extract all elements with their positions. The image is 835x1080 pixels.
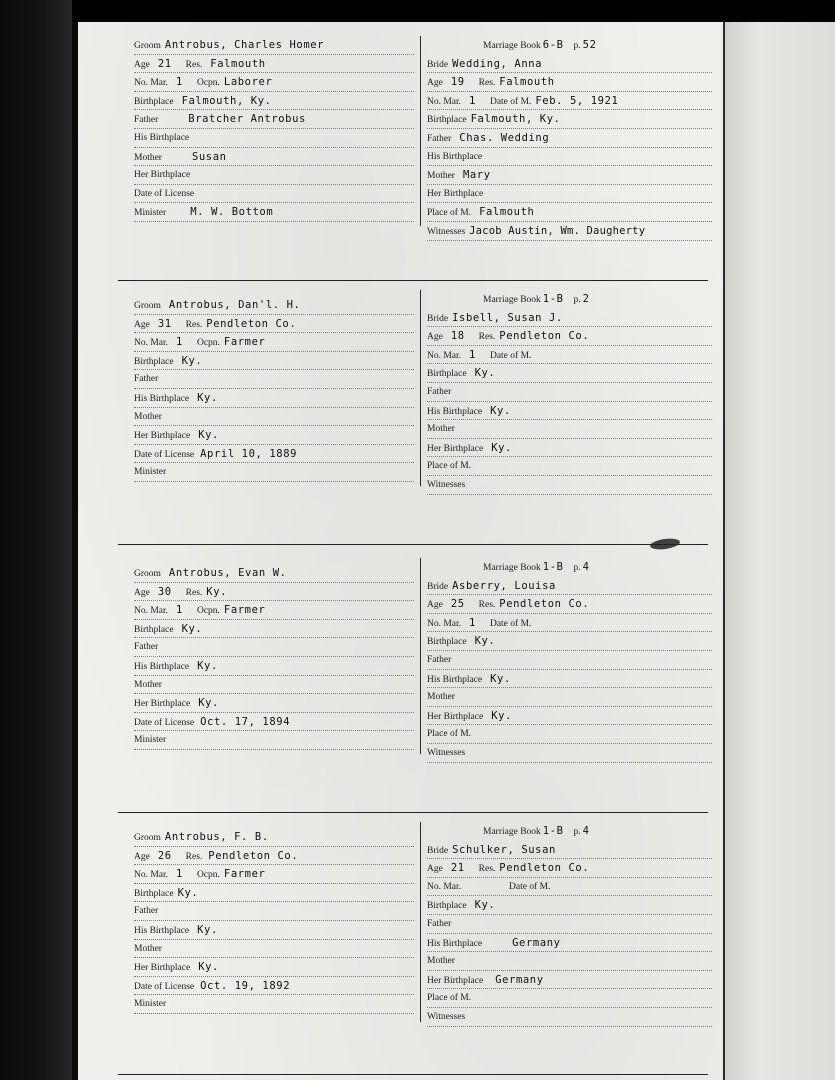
no-mar-label: No. Mar. [427, 96, 462, 107]
marriage-book-label: Marriage Book [483, 827, 541, 837]
father-row [427, 383, 712, 402]
no-mar-row [134, 601, 414, 620]
no-mar-row [134, 865, 414, 884]
bride-witnesses: Jacob Austin, Wm. Daugherty [469, 224, 646, 237]
bride-father: Chas. Wedding [459, 131, 550, 144]
mother-label: Mother [134, 679, 162, 690]
bride-section [427, 290, 712, 495]
birthplace-row [427, 110, 712, 129]
res-label: Res. [185, 59, 203, 70]
groom-res: Pendleton Co. [208, 849, 299, 862]
marriage-book-number: 6-B [542, 39, 564, 51]
date-of-license-label: Date of License [134, 188, 195, 199]
res-label: Res. [185, 587, 203, 598]
bride-row [427, 577, 712, 596]
his-birthplace-row [134, 921, 414, 940]
marriage-book-row [427, 822, 712, 841]
mother-row [134, 148, 414, 167]
minister-row [134, 203, 414, 222]
bride-age: 21 [450, 862, 465, 875]
his-birthplace-row [134, 389, 414, 408]
groom-section [134, 828, 414, 1014]
birthplace-label: Birthplace [134, 888, 174, 899]
place-of-m-row [427, 203, 712, 222]
his-birthplace-row [427, 934, 712, 953]
groom-ocpn: Farmer [223, 336, 266, 349]
no-mar-row [134, 333, 414, 352]
date-of-m-label: Date of M. [489, 350, 532, 361]
mother-row [134, 408, 414, 427]
scan-top-border [0, 0, 835, 22]
her-birthplace-label: Her Birthplace [134, 963, 191, 974]
groom-label: Groom [134, 41, 161, 51]
her-birthplace-row [134, 426, 414, 445]
his-birthplace-label: His Birthplace [427, 674, 483, 685]
bride-age: 25 [450, 598, 465, 611]
marriage-book-row [427, 558, 712, 577]
minister-row [134, 995, 414, 1014]
marriage-book-number: 1-B [542, 293, 564, 305]
mother-label: Mother [134, 152, 162, 163]
her-birthplace-label: Her Birthplace [134, 431, 191, 442]
res-label: Res. [185, 319, 203, 330]
date-of-license-row [134, 445, 414, 464]
place-of-m-label: Place of M. [427, 461, 472, 472]
her-birthplace-label: Her Birthplace [134, 699, 191, 710]
birthplace-row [134, 620, 414, 639]
father-row [134, 110, 414, 129]
bride-birthplace: Ky. [474, 367, 496, 380]
age-label: Age [134, 851, 150, 862]
bride-birthplace: Falmouth, Ky. [470, 113, 561, 126]
bride-name: Asberry, Louisa [452, 579, 556, 592]
bride-her-birthplace: Ky. [491, 709, 512, 722]
groom-section [134, 36, 414, 222]
bride-res: Pendleton Co. [499, 330, 590, 343]
mother-label: Mother [427, 171, 455, 182]
column-divider [420, 36, 421, 226]
groom-row [134, 296, 414, 315]
birthplace-label: Birthplace [134, 624, 174, 635]
adjacent-page-edge [723, 22, 835, 1080]
bride-her-birthplace: Germany [495, 973, 544, 986]
groom-row [134, 36, 414, 55]
her-birthplace-row [427, 971, 712, 990]
father-row [427, 129, 712, 148]
birthplace-label: Birthplace [427, 901, 467, 912]
age-row [427, 73, 712, 92]
no-mar-label: No. Mar. [134, 870, 169, 881]
bride-row [427, 309, 712, 328]
witnesses-row [427, 476, 712, 495]
no-mar-label: No. Mar. [427, 618, 462, 629]
groom-ocpn: Farmer [223, 604, 266, 617]
witnesses-label: Witnesses [427, 226, 466, 237]
mother-label: Mother [427, 956, 455, 967]
groom-label: Groom [134, 301, 161, 311]
mother-label: Mother [427, 424, 455, 435]
mother-row [427, 952, 712, 971]
father-label: Father [427, 918, 452, 929]
his-birthplace-label: His Birthplace [427, 151, 483, 162]
father-label: Father [134, 115, 159, 126]
no-mar-row [427, 878, 712, 897]
place-of-m-label: Place of M. [427, 993, 472, 1004]
bride-age: 18 [450, 330, 465, 343]
father-row [134, 638, 414, 657]
mother-row [427, 420, 712, 439]
father-label: Father [427, 654, 452, 665]
groom-name: Antrobus, Evan W. [168, 567, 287, 579]
date-of-license-label: Date of License [134, 981, 195, 992]
birthplace-row [134, 92, 414, 111]
his-birthplace-row [134, 657, 414, 676]
witnesses-row [427, 222, 712, 241]
ocpn-label: Ocpn. [196, 606, 220, 617]
bride-her-birthplace: Ky. [491, 441, 512, 454]
birthplace-row [134, 884, 414, 903]
page-label: p. [573, 295, 581, 305]
groom-no-mar: 1 [176, 336, 183, 349]
bride-res: Pendleton Co. [499, 598, 590, 611]
his-birthplace-label: His Birthplace [427, 406, 483, 417]
groom-father: Bratcher Antrobus [188, 113, 306, 126]
birthplace-row [427, 364, 712, 383]
date-of-license-row [134, 977, 414, 996]
bride-his-birthplace: Germany [512, 936, 561, 949]
ink-smudge [649, 537, 680, 551]
marriage-book-row [427, 290, 712, 309]
age-row [427, 327, 712, 346]
minister-label: Minister [134, 999, 167, 1010]
bride-section [427, 36, 712, 241]
father-label: Father [134, 642, 159, 653]
no-mar-row [427, 92, 712, 111]
bride-row [427, 55, 712, 74]
no-mar-label: No. Mar. [134, 606, 169, 617]
mother-row [134, 940, 414, 959]
her-birthplace-label: Her Birthplace [134, 170, 191, 181]
mother-row [427, 166, 712, 185]
birthplace-row [134, 352, 414, 371]
groom-ocpn: Laborer [223, 76, 273, 89]
minister-row [134, 463, 414, 482]
bride-mother: Mary [462, 169, 491, 182]
age-label: Age [134, 59, 150, 70]
age-label: Age [427, 600, 443, 611]
res-label: Res. [478, 864, 496, 875]
place-of-m-row [427, 989, 712, 1008]
father-row [134, 902, 414, 921]
bride-section [427, 558, 712, 763]
groom-age: 31 [157, 317, 172, 330]
groom-his-birthplace: Ky. [197, 923, 218, 936]
marriage-book-page: 52 [582, 39, 597, 51]
witnesses-row [427, 744, 712, 763]
record-separator [118, 544, 708, 545]
his-birthplace-row [134, 129, 414, 148]
no-mar-row [427, 346, 712, 365]
column-divider [420, 558, 421, 754]
column-divider [420, 822, 421, 1022]
bride-name: Wedding, Anna [452, 57, 543, 70]
age-label: Age [427, 864, 443, 875]
date-of-license-label: Date of License [134, 449, 195, 460]
groom-age: 21 [157, 57, 172, 70]
groom-her-birthplace: Ky. [198, 961, 219, 974]
marriage-book-page: 2 [582, 293, 590, 305]
his-birthplace-label: His Birthplace [134, 132, 190, 143]
marriage-book-label: Marriage Book [483, 563, 541, 573]
age-label: Age [427, 78, 443, 89]
groom-label: Groom [134, 569, 161, 579]
birthplace-label: Birthplace [427, 637, 467, 648]
page-label: p. [573, 827, 581, 837]
res-label: Res. [478, 78, 496, 89]
no-mar-label: No. Mar. [134, 78, 169, 89]
bride-label: Bride [427, 313, 449, 324]
age-row [427, 859, 712, 878]
marriage-book-label: Marriage Book [483, 41, 541, 51]
no-mar-row [427, 614, 712, 633]
birthplace-row [427, 632, 712, 651]
bride-birthplace: Ky. [474, 899, 496, 912]
date-of-license-row [134, 185, 414, 204]
groom-name: Antrobus, F. B. [164, 831, 269, 843]
place-of-m-label: Place of M. [427, 208, 472, 219]
minister-label: Minister [134, 467, 167, 478]
father-label: Father [427, 386, 452, 397]
date-of-m-label: Date of M. [489, 618, 532, 629]
birthplace-label: Birthplace [134, 356, 174, 367]
res-label: Res. [185, 851, 203, 862]
groom-her-birthplace: Ky. [198, 697, 219, 710]
groom-his-birthplace: Ky. [197, 391, 218, 404]
birthplace-label: Birthplace [427, 369, 467, 380]
record-separator [118, 1074, 708, 1075]
mother-label: Mother [134, 943, 162, 954]
groom-res: Ky. [206, 585, 228, 598]
witnesses-label: Witnesses [427, 479, 466, 490]
bride-no-mar: 1 [469, 348, 476, 361]
groom-label: Groom [134, 833, 161, 843]
bride-name: Schulker, Susan [452, 843, 556, 856]
her-birthplace-row [427, 439, 712, 458]
no-mar-label: No. Mar. [427, 881, 462, 892]
groom-row [134, 828, 414, 847]
mother-row [134, 676, 414, 695]
birthplace-row [427, 896, 712, 915]
witnesses-label: Witnesses [427, 747, 466, 758]
record-separator [118, 812, 708, 813]
groom-ocpn: Farmer [223, 868, 266, 881]
bride-his-birthplace: Ky. [490, 404, 511, 417]
groom-res: Falmouth [210, 57, 266, 70]
groom-no-mar: 1 [176, 76, 183, 89]
groom-age: 30 [157, 585, 172, 598]
groom-birthplace: Falmouth, Ky. [181, 94, 272, 107]
marriage-book-number: 1-B [542, 825, 564, 837]
age-label: Age [134, 587, 150, 598]
bride-name: Isbell, Susan J. [452, 311, 563, 324]
mother-label: Mother [134, 411, 162, 422]
bride-label: Bride [427, 845, 449, 856]
groom-his-birthplace: Ky. [197, 659, 218, 672]
no-mar-label: No. Mar. [427, 350, 462, 361]
marriage-book-label: Marriage Book [483, 295, 541, 305]
bride-label: Bride [427, 581, 449, 592]
marriage-book-row [427, 36, 712, 55]
groom-minister: M. W. Bottom [190, 206, 274, 219]
bride-section [427, 822, 712, 1027]
her-birthplace-label: Her Birthplace [427, 188, 484, 199]
page-label: p. [573, 563, 581, 573]
minister-label: Minister [134, 208, 167, 219]
witnesses-label: Witnesses [427, 1011, 466, 1022]
his-birthplace-label: His Birthplace [427, 938, 483, 949]
groom-birthplace: Ky. [181, 354, 203, 367]
his-birthplace-row [427, 670, 712, 689]
her-birthplace-row [427, 185, 712, 204]
his-birthplace-row [427, 148, 712, 167]
ocpn-label: Ocpn. [196, 338, 220, 349]
groom-date-of-license: Oct. 17, 1894 [200, 715, 291, 728]
place-of-m-row [427, 457, 712, 476]
bride-no-mar: 1 [469, 616, 476, 629]
his-birthplace-row [427, 402, 712, 421]
his-birthplace-label: His Birthplace [134, 393, 190, 404]
res-label: Res. [478, 600, 496, 611]
bride-place-of-m: Falmouth [479, 206, 535, 219]
minister-row [134, 731, 414, 750]
bride-res: Falmouth [499, 76, 555, 89]
her-birthplace-row [134, 958, 414, 977]
groom-birthplace: Ky. [181, 622, 203, 635]
date-of-license-label: Date of License [134, 717, 195, 728]
groom-row [134, 564, 414, 583]
father-label: Father [134, 374, 159, 385]
page-label: p. [573, 41, 581, 51]
father-label: Father [427, 133, 452, 144]
ocpn-label: Ocpn. [196, 78, 220, 89]
bride-no-mar: 1 [469, 94, 476, 107]
bride-res: Pendleton Co. [499, 862, 590, 875]
bride-birthplace: Ky. [474, 635, 496, 648]
groom-name: Antrobus, Dan'l. H. [168, 299, 301, 311]
date-of-m-label: Date of M. [509, 881, 551, 892]
groom-date-of-license: April 10, 1889 [200, 447, 298, 460]
age-row [427, 595, 712, 614]
groom-mother: Susan [191, 150, 227, 163]
bride-his-birthplace: Ky. [490, 672, 511, 685]
ocpn-label: Ocpn. [196, 870, 220, 881]
groom-date-of-license: Oct. 19, 1892 [200, 979, 291, 992]
mother-label: Mother [427, 692, 455, 703]
age-row [134, 847, 414, 866]
marriage-book-number: 1-B [542, 561, 564, 573]
res-label: Res. [478, 332, 496, 343]
age-row [134, 583, 414, 602]
bride-row [427, 841, 712, 860]
father-row [427, 915, 712, 934]
groom-section [134, 564, 414, 750]
groom-res: Pendleton Co. [206, 317, 297, 330]
bride-age: 19 [450, 76, 465, 89]
groom-name: Antrobus, Charles Homer [164, 39, 325, 51]
place-of-m-row [427, 725, 712, 744]
birthplace-label: Birthplace [134, 96, 174, 107]
groom-section [134, 296, 414, 482]
groom-no-mar: 1 [176, 868, 183, 881]
groom-her-birthplace: Ky. [198, 429, 219, 442]
groom-birthplace: Ky. [177, 886, 199, 899]
father-row [427, 651, 712, 670]
groom-age: 26 [157, 849, 172, 862]
minister-label: Minister [134, 735, 167, 746]
his-birthplace-label: His Birthplace [134, 925, 190, 936]
date-of-license-row [134, 713, 414, 732]
record-separator [118, 280, 708, 281]
her-birthplace-row [134, 166, 414, 185]
her-birthplace-label: Her Birthplace [427, 443, 484, 454]
her-birthplace-row [427, 707, 712, 726]
witnesses-row [427, 1008, 712, 1027]
her-birthplace-label: Her Birthplace [427, 975, 484, 986]
place-of-m-label: Place of M. [427, 729, 472, 740]
column-divider [420, 290, 421, 486]
marriage-book-page: 4 [582, 825, 590, 837]
bride-date-of-m: Feb. 5, 1921 [535, 94, 619, 107]
her-birthplace-label: Her Birthplace [427, 711, 484, 722]
marriage-book-page: 4 [582, 561, 590, 573]
age-label: Age [427, 332, 443, 343]
groom-no-mar: 1 [176, 604, 183, 617]
his-birthplace-label: His Birthplace [134, 661, 190, 672]
no-mar-row [134, 73, 414, 92]
father-label: Father [134, 906, 159, 917]
no-mar-label: No. Mar. [134, 338, 169, 349]
mother-row [427, 688, 712, 707]
bride-label: Bride [427, 59, 449, 70]
age-row [134, 315, 414, 334]
birthplace-label: Birthplace [427, 115, 467, 126]
age-row [134, 55, 414, 74]
scan-left-border [0, 0, 72, 1080]
her-birthplace-row [134, 694, 414, 713]
marriage-record-page [78, 22, 723, 1080]
father-row [134, 370, 414, 389]
age-label: Age [134, 319, 150, 330]
date-of-m-label: Date of M. [489, 96, 532, 107]
